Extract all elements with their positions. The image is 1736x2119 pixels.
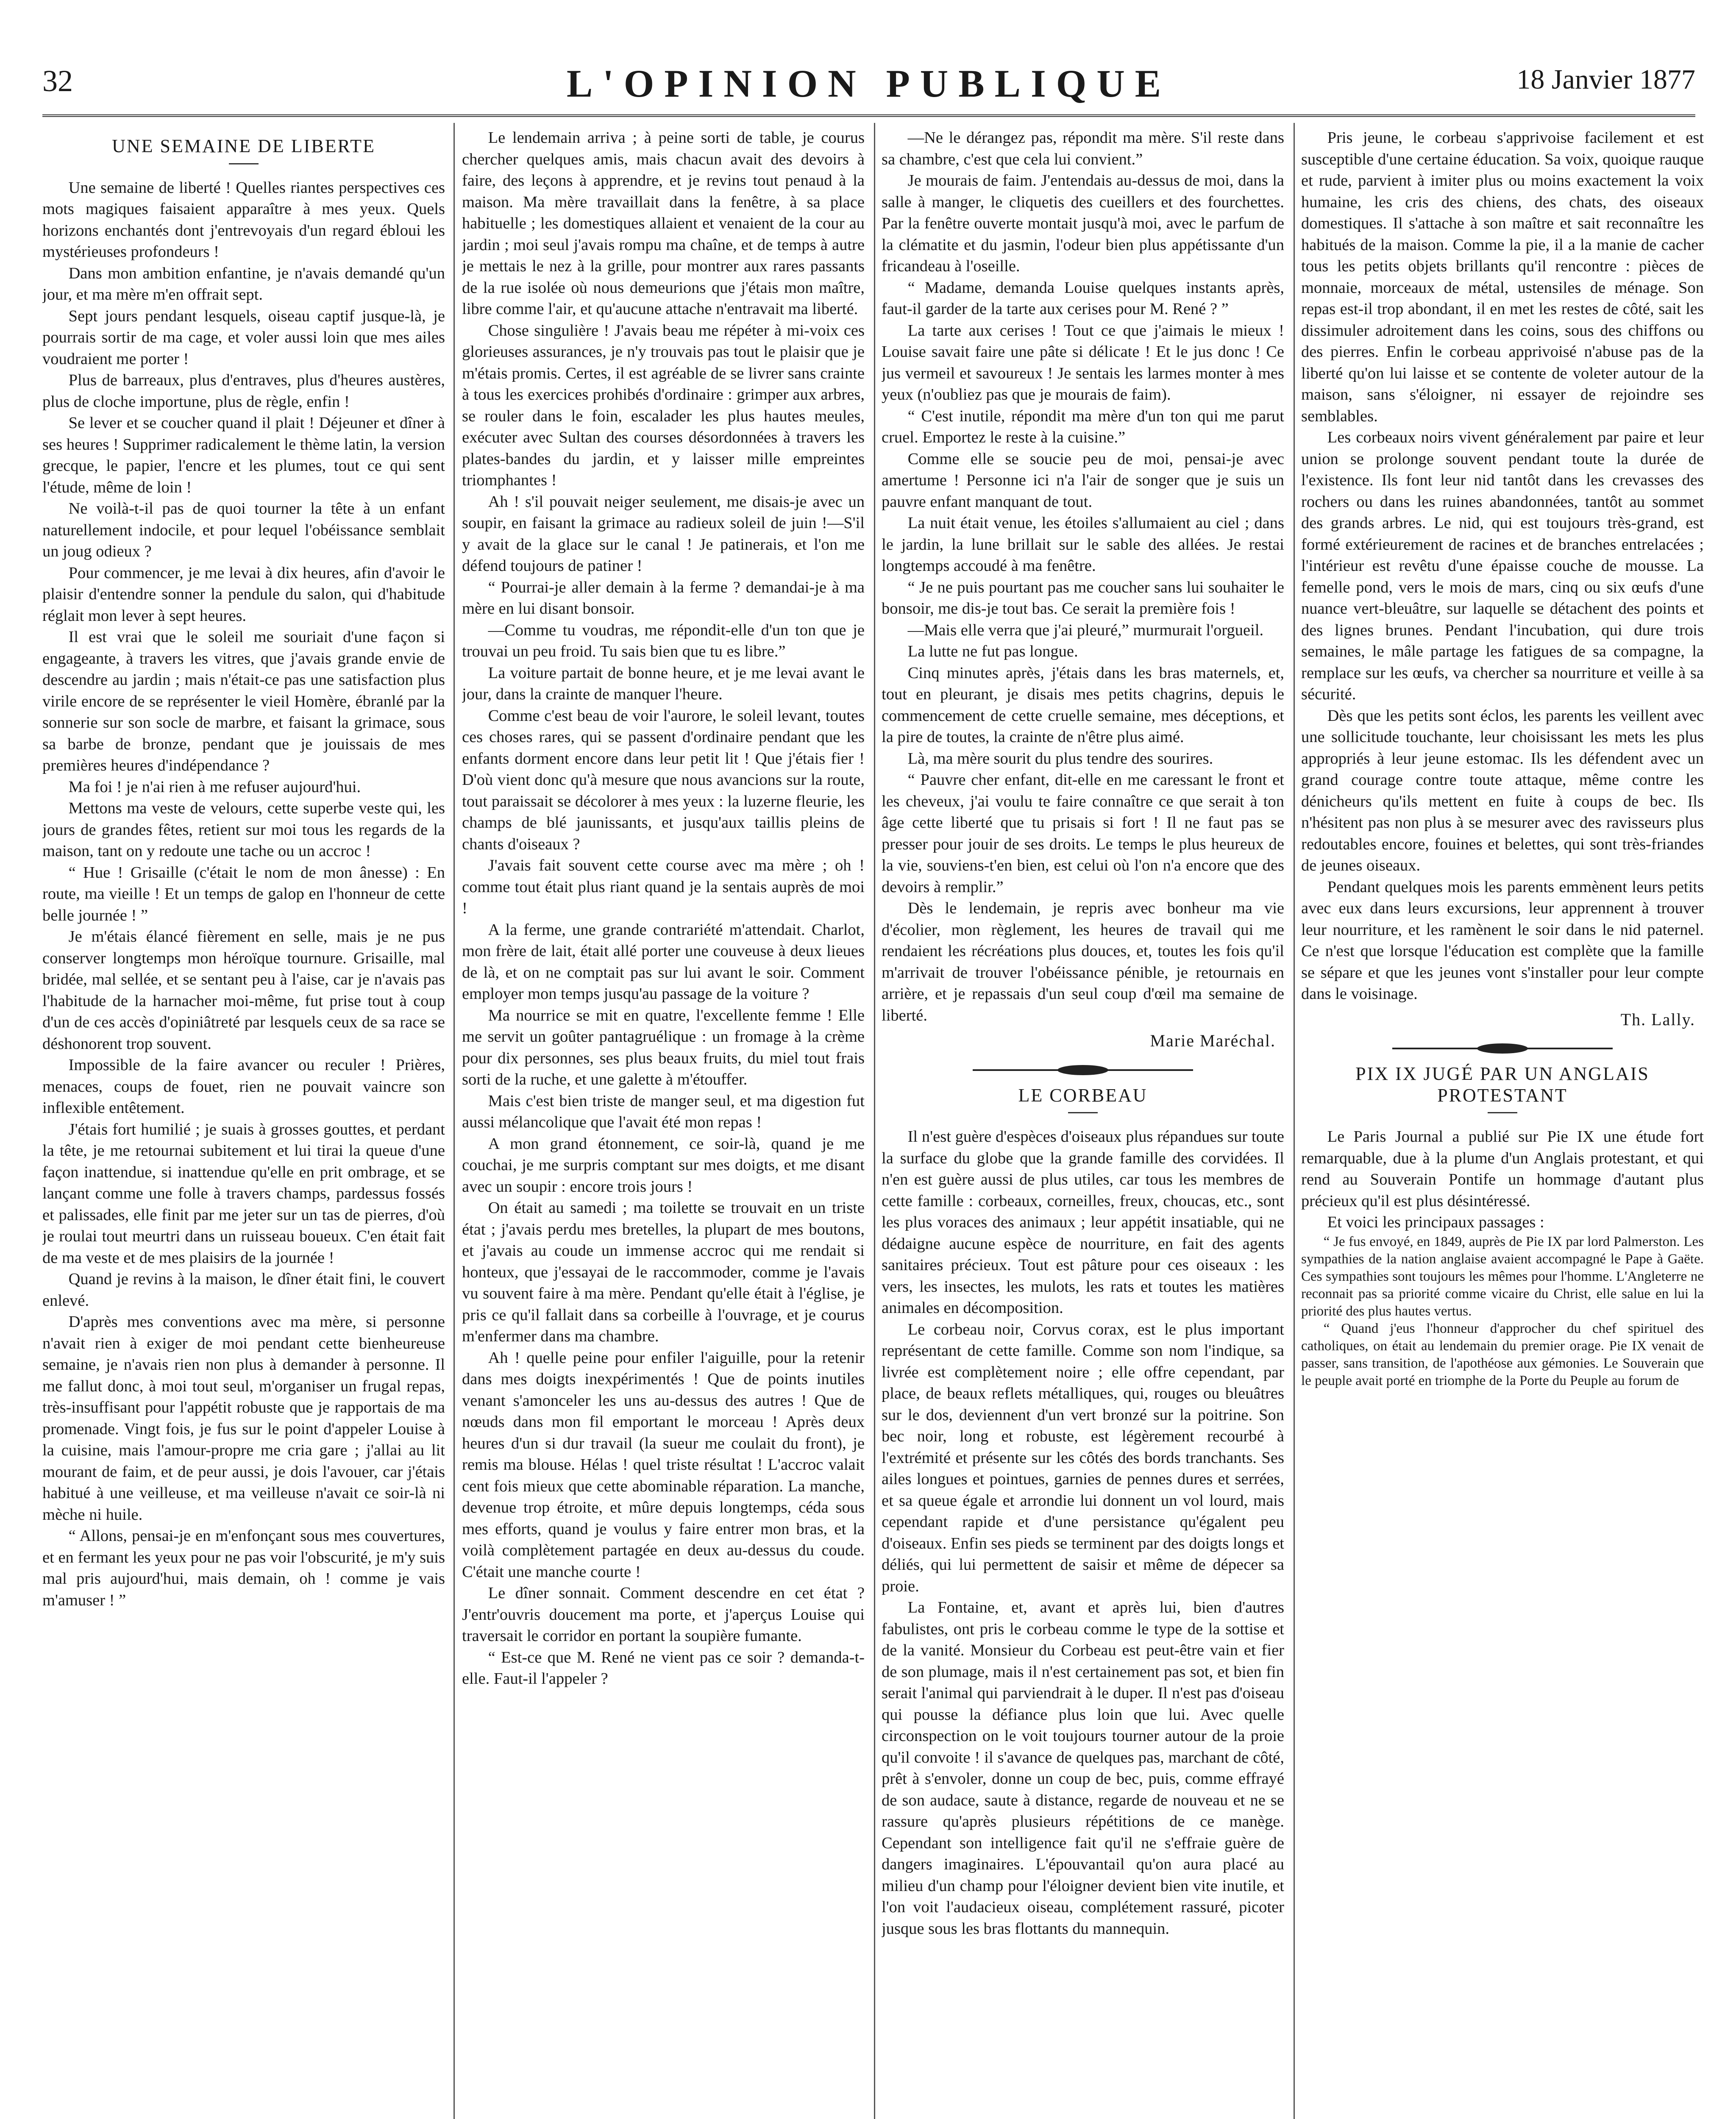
- newspaper-title: L'OPINION PUBLIQUE: [566, 62, 1171, 105]
- paragraph: Quand je revins à la maison, le dîner était fini, le couvert enlevé.: [42, 1270, 445, 1310]
- column-divider: [874, 123, 875, 2119]
- paragraph: Plus de barreaux, plus d'entraves, plus d'heures austères, plus de cloche importune, plus de règle, enfin !: [42, 371, 445, 411]
- paragraph: Dès que les petits sont éclos, les parents les veillent avec une sollicitude touchante, leur choisissant les mets les plus appropriés à leur jeune estomac. Ils les défendent avec un grand courage contre toute attaque, même contre les dénicheurs qu'ils mettent en fuite à coups de bec. Ils n'hésitent pas non plus à se mesurer avec des ravisseurs plus redoutables encore, fouines et belettes, qui sont très-friandes de jeunes oiseaux.: [1301, 706, 1704, 874]
- paragraph: Dans mon ambition enfantine, je n'avais demandé qu'un jour, et ma mère m'en offrait sept.: [42, 264, 445, 303]
- article-title: PIX IX JUGÉ PAR UN ANGLAIS PROTESTANT: [1355, 1063, 1650, 1106]
- title-dash: [1488, 1112, 1517, 1113]
- paragraph: Le lendemain arriva ; à peine sorti de table, je courus chercher quelques amis, mais chacun avait des devoirs à faire, des leçons à apprendre, et je revins tout penaud à la maison. Ma mère travaillait dans la fenêtre, à sa place habituelle ; les domestiques allaient et venaient de la cour au jardin ; moi seul j'avais rompu ma chaîne, et de temps à autre je mettais le nez à la grille, pour montrer aux rares passants de la rue isolée où nous demeurions que j'étais mon maître, libre comme l'air, et qu'aucune attache n'entravait ma liberté.: [462, 129, 865, 318]
- ornament-divider: [973, 1064, 1193, 1076]
- paragraph: Une semaine de liberté ! Quelles riantes perspectives ces mots magiques faisaient apparaître à mes yeux. Quels horizons enchantés dont j'entrevoyais d'un regard ébloui les mystérieuses profondeurs !: [42, 178, 445, 261]
- masthead: [42, 64, 1695, 110]
- paragraph: Cinq minutes après, j'étais dans les bras maternels, et, tout en pleurant, je disais mes petits chagrins, depuis le commencement de cette cruelle semaine, mes déceptions, et la pire de toutes, la crainte de n'être plus aimé.: [882, 664, 1284, 746]
- paragraph: “ Pourrai-je aller demain à la ferme ? demandai-je à ma mère en lui disant bonsoir.: [462, 578, 865, 617]
- article-title: LE CORBEAU: [1018, 1085, 1148, 1106]
- paragraph: Les corbeaux noirs vivent généralement par paire et leur union se prolonge souvent pendant toute la durée de l'existence. Ils font leur nid tantôt dans les crevasses des rochers ou dans les ruines abandonnées, tantôt au sommet des grands arbres. Le nid, qui est toujours très-grand, est formé extérieurement de racines et de branches entrelacées ; l'intérieur est revêtu d'une épaisse couche de mousse. La femelle pond, vers le mois de mars, cinq ou six œufs d'une nuance vert-bleuâtre, sur laquelle se détachent des points et des lignes brunes. Pendant l'incubation, qui dure trois semaines, le mâle partage les fatigues de sa compagne, la remplace sur les œufs, va chercher sa nourriture et veille à sa sécurité.: [1301, 428, 1704, 703]
- paragraph: Impossible de la faire avancer ou reculer ! Prières, menaces, coups de fouet, rien ne pouvait vaincre son inflexible entêtement.: [42, 1056, 445, 1117]
- paragraph: Pris jeune, le corbeau s'apprivoise facilement et est susceptible d'une certaine éducation. Sa voix, quoique rauque et rude, parvient à imiter plus ou moins exactement la voix humaine, les cris des chiens, des chats, des oiseaux domestiques. Il s'attache à son maître et sait reconnaître les habitués de la maison. Comme la pie, il a la manie de cacher tous les petits objets brillants qu'il rencontre : pièces de monnaie, morceaux de métal, ustensiles de ménage. Son repas est-il trop abondant, il en met les restes de côté, sait les dissimuler adroitement dans les coins, sous des chiffons ou des pierres. Enfin le corbeau apprivoisé n'abuse pas de la liberté qu'on lui laisse et se contente de voleter autour de la maison, sans s'éloigner, ni essayer de rejoindre ses semblables.: [1301, 129, 1704, 425]
- paragraph: Ma nourrice se mit en quatre, l'excellente femme ! Elle me servit un goûter pantagruélique : un fromage à la crème pour dix personnes, ses plus beaux fruits, du miel tout frais sorti de la ruche, et une galette à m'étouffer.: [462, 1006, 865, 1088]
- paragraph: Là, ma mère sourit du plus tendre des sourires.: [907, 749, 1213, 768]
- paragraph: Sept jours pendant lesquels, oiseau captif jusque-là, je pourrais sortir de ma cage, et voler aussi loin que mes ailes voudraient me porter !: [42, 307, 445, 368]
- paragraph: Pour commencer, je me levai à dix heures, afin d'avoir le plaisir d'entendre sonner la pendule du salon, qui d'habitude réglait mon lever à sept heures.: [42, 564, 445, 625]
- paragraph: “ C'est inutile, répondit ma mère d'un ton qui me parut cruel. Emportez le reste à la cuisine.”: [882, 407, 1284, 446]
- paragraph: Je m'étais élancé fièrement en selle, mais je ne pus conserver longtemps mon héroïque tournure. Grisaille, mal bridée, mal sellée, et se sentant peu à l'aise, car je n'avais pas l'habitude de la harnacher moi-même, fut prise tout à coup d'un de ces accès d'opiniâtreté par lesquels ceux de sa race se déshonorent trop souvent.: [42, 928, 445, 1053]
- paragraph: Ah ! quelle peine pour enfiler l'aiguille, pour la retenir dans mes doigts inexpérimentés ! Que de points inutiles venant s'amonceler les uns au-dessus des autres ! Que de nœuds dans mon fil emportant le morceau ! Après deux heures d'un si dur travail (la sueur me coulait du front), je remis ma blouse. Hélas ! quel triste résultat ! L'accroc valait cent fois mieux que cette abominable réparation. La manche, devenue trop étroite, et mûre depuis longtemps, céda sous mes efforts, quand je voulus y faire entrer mon bras, et la voilà complètement partagée en deux au-dessus du coude. C'était une manche courte !: [462, 1349, 865, 1581]
- paragraph: Je mourais de faim. J'entendais au-dessus de moi, dans la salle à manger, le cliquetis des cueillers et des fourchettes. Par la fenêtre ouverte montait jusqu'à moi, avec le parfum de la clématite et du jasmin, l'odeur bien plus appétissante d'un fricandeau à l'oseille.: [882, 172, 1284, 275]
- article-signature: Th. Lally.: [1620, 1009, 1695, 1029]
- paragraph: Se lever et se coucher quand il plait ! Déjeuner et dîner à ses heures ! Supprimer radicalement le thème latin, la version grecque, le papier, l'encre et les plumes, tout ce qui sent l'étude, même de loin !: [42, 414, 445, 496]
- paragraph: “ Madame, demanda Louise quelques instants après, faut-il garder de la tarte aux cerises pour M. René ? ”: [882, 278, 1284, 318]
- column-2: [462, 127, 865, 2119]
- paragraph: Le dîner sonnait. Comment descendre en cet état ? J'entr'ouvris doucement ma porte, et j'aperçus Louise qui traversait le corridor en portant la soupière fumante.: [462, 1584, 865, 1645]
- page-number: 32: [42, 64, 73, 98]
- paragraph: Ne voilà-t-il pas de quoi tourner la tête à un enfant naturellement indocile, et pour lequel l'obéissance semblait un joug odieux ?: [42, 500, 445, 560]
- paragraph: Mettons ma veste de velours, cette superbe veste qui, les jours de grandes fêtes, retient sur moi tous les regards de la maison, tant on y redoute une tache ou un accroc !: [42, 799, 445, 860]
- paragraph: Le Paris Journal a publié sur Pie IX une étude fort remarquable, due à la plume d'un Anglais protestant, et qui rend au Souverain Pontife un hommage d'autant plus précieux qu'il est plus désintéressé.: [1301, 1128, 1704, 1210]
- paragraph: J'avais fait souvent cette course avec ma mère ; oh ! comme tout était plus riant quand je la sentais auprès de moi !: [462, 856, 865, 917]
- paragraph: A la ferme, une grande contrariété m'attendait. Charlot, mon frère de lait, était allé porter une couveuse à deux lieues de là, et on ne comptait pas sur lui avant le soir. Comment employer mon temps jusqu'au passage de la voiture ?: [462, 920, 865, 1003]
- paragraph: D'après mes conventions avec ma mère, si personne n'avait rien à exiger de moi pendant cette bienheureuse semaine, je n'avais rien non plus à demander à personne. Il me fallut donc, à moi tout seul, m'organiser un frugal repas, très-insuffisant pour l'appétit robuste que je rapportais de ma promenade. Vingt fois, je fus sur le point d'appeler Louise à la cuisine, mais l'amour-propre me cria gare ; j'allai au lit mourant de faim, et de peur aussi, je dois l'avouer, car j'étais habitué à une veilleuse, et ma veilleuse n'avait ce soir-là ni mèche ni huile.: [42, 1313, 445, 1524]
- paragraph: La tarte aux cerises ! Tout ce que j'aimais le mieux ! Louise savait faire une pâte si délicate ! Et le jus donc ! Ce jus vermeil et savoureux ! Je sentais les larmes monter à mes yeux (n'oubliez pas que je mourais de faim).: [882, 321, 1284, 403]
- column-3: [882, 127, 1284, 2119]
- paragraph: Pendant quelques mois les parents emmènent leurs petits avec eux dans leurs excursions, leur apprennent à trouver leur nourriture, et les ramènent le soir dans le nid paternel. Ce n'est que lorsque l'éducation est complète que la famille se sépare et que les jeunes vont s'installer pour leur compte dans le voisinage.: [1301, 878, 1704, 1003]
- paragraph: “ Allons, pensai-je en m'enfonçant sous mes couvertures, et en fermant les yeux pour ne pas voir l'obscurité, je m'y suis mal pris aujourd'hui, mais demain, oh ! comme je vais m'amuser ! ”: [42, 1527, 445, 1609]
- paragraph: J'étais fort humilié ; je suais à grosses gouttes, et perdant la tête, je me retournai subitement et lui tirai la queue d'une façon inattendue, si inattendue qu'elle en prit ombrage, et se lançant comme une folle à travers champs, pardessus fossés et palissades, elle finit par me jeter sur un tas de pierres, d'où je roulai tout meurtri dans un ruisseau boueux. C'en était fait de ma veste et de mes plaisirs de la journée !: [42, 1120, 445, 1267]
- paragraph: A mon grand étonnement, ce soir-là, quand je me couchai, je me surpris comptant sur mes doigts, et me disant avec un soupir : encore trois jours !: [462, 1135, 865, 1196]
- header-rule: [42, 114, 1695, 117]
- paragraph: Ma foi ! je n'ai rien à me refuser aujourd'hui.: [68, 778, 361, 796]
- paragraph: “ Je fus envoyé, en 1849, auprès de Pie IX par lord Palmerston. Les sympathies de la nation anglaise avaient accompagné le Pape à Gaëte. Ces sympathies sont toujours les mêmes pour l'homme. L'Angleterre ne reconnait pas sa priorité comme vicaire du Christ, elle salue en lui la priorité des plus hautes vertus.: [1301, 1234, 1704, 1319]
- paragraph: Et voici les principaux passages :: [1327, 1213, 1544, 1231]
- paragraph: La nuit était venue, les étoiles s'allumaient au ciel ; dans le jardin, la lune brillait sur le sable des allées. Je restai longtemps accoudé à ma fenêtre.: [882, 514, 1284, 575]
- article-title: UNE SEMAINE DE LIBERTE: [112, 136, 376, 156]
- paragraph: Il n'est guère d'espèces d'oiseaux plus répandues sur toute la surface du globe que la grande famille des corvidées. Il n'en est guère aussi de plus utiles, car tous les membres de cette famille : corbeaux, corneilles, freux, choucas, etc., sont les plus voraces des animaux ; leur appétit insatiable, qui ne dédaigne aucune espèce de nourriture, en fait des agents sanitaires précieux. Tout est pâture pour ces oiseaux : les vers, les insectes, les mulots, les rats et toutes les matières animales en décomposition.: [882, 1128, 1284, 1317]
- ornament-divider: [1392, 1042, 1613, 1055]
- column-divider: [1294, 123, 1295, 2119]
- paragraph: La voiture partait de bonne heure, et je me levai avant le jour, dans la crainte de manquer l'heure.: [462, 664, 865, 703]
- article-signature: Marie Maréchal.: [1150, 1031, 1276, 1050]
- paragraph: Comme elle se soucie peu de moi, pensai-je avec amertume ! Personne ici n'a l'air de songer que je suis un pauvre enfant manquant de tout.: [882, 450, 1284, 511]
- paragraph: —Mais elle verra que j'ai pleuré,” murmurait l'orgueil.: [907, 621, 1264, 639]
- paragraph: Chose singulière ! J'avais beau me répéter à mi-voix ces glorieuses assurances, je n'y trouvais pas tout le plaisir que je m'étais promis. Certes, il est agréable de se livrer sans crainte à tous les exercices prohibés d'ordinaire : grimper aux arbres, se rouler dans le foin, escalader les plus hautes meules, exécuter avec Sultan des courses désordonnées à travers les plates-bandes du jardin, et y laisser mille empreintes triomphantes !: [462, 321, 865, 489]
- paragraph: “ Hue ! Grisaille (c'était le nom de mon ânesse) : En route, ma vieille ! Et un temps de galop en l'honneur de cette belle journée ! ”: [42, 863, 445, 924]
- paragraph: Ah ! s'il pouvait neiger seulement, me disais-je avec un soupir, en faisant la grimace au radieux soleil de juin !—S'il y avait de la glace sur le canal ! Je patinerais, et l'on me défend toujours de patiner !: [462, 492, 865, 575]
- paragraph: “ Quand j'eus l'honneur d'approcher du chef spirituel des catholiques, on était au lendemain du premier orage. Pie IX venait de passer, sans transition, de l'apothéose aux gémonies. Le Souverain que le peuple avait porté en triomphe de la Porte du Peuple au forum de: [1301, 1321, 1704, 1388]
- paragraph: La lutte ne fut pas longue.: [907, 642, 1078, 660]
- paragraph: On était au samedi ; ma toilette se trouvait en un triste état ; j'avais perdu mes bretelles, la plupart de mes boutons, et j'avais au coude un immense accroc qui me rendait si honteux, que j'essayai de le raccommoder, comme je l'avais vu souvent faire à ma mère. Pendant qu'elle était à l'église, je pris ce qu'il fallait dans sa corbeille à l'ouvrage, et je courus m'enfermer dans ma chambre.: [462, 1199, 865, 1345]
- title-dash: [1068, 1112, 1098, 1113]
- column-4: [1301, 127, 1704, 2119]
- paragraph: Mais c'est bien triste de manger seul, et ma digestion fut aussi mélancolique que l'avait été mon repas !: [462, 1092, 865, 1131]
- paragraph: Le corbeau noir, Corvus corax, est le plus important représentant de cette famille. Comme son nom l'indique, sa livrée est complètement noire ; elle offre cependant, par place, de beaux reflets métalliques, qui, rouges ou bleuâtres sur le dos, deviennent d'un vert bronzé sur la poitrine. Son bec noir, long et robuste, est légèrement recourbé à l'extrémité et présente sur les côtés des bords tranchants. Ses ailes longues et pointues, garnies de pennes dures et serrées, et sa queue égale et arrondie lui donnent un vol lourd, mais cependant rapide et d'une persistance qu'égalent peu d'oiseaux. Enfin ses pieds se terminent par des doigts longs et déliés, qui lui permettent de saisir et même de dépecer sa proie.: [882, 1320, 1284, 1595]
- paragraph: La Fontaine, et, avant et après lui, bien d'autres fabulistes, ont pris le corbeau comme le type de la sottise et de la vanité. Monsieur du Corbeau est peut-être vain et fier de son plumage, mais il n'est certainement pas sot, et bien fin serait l'animal qui parviendrait à le duper. Il n'est pas d'oiseau qui pousse la défiance plus loin que lui. Avec quelle circonspection on le voit toujours tourner autour de la proie qu'il convoite ! il s'avance de quelques pas, marchant de côté, prêt à s'envoler, donne un coup de bec, puis, comme effrayé de son audace, saute à distance, regarde de nouveau et ne se rassure qu'après plusieurs répétitions de ce manège. Cependant son intelligence fait qu'il ne s'effraie guère de dangers imaginaires. L'épouvantail qu'on aura placé au milieu d'un champ pour l'éloigner devient bien vite inutile, et l'on voit l'audacieux oiseau, complétement rassuré, picoter jusque sous les bras flottants du mannequin.: [882, 1599, 1284, 1938]
- paragraph: Comme c'est beau de voir l'aurore, le soleil levant, toutes ces choses rares, qui se passent d'ordinaire pendant que les enfants dorment encore dans leur petit lit ! Que j'étais fier ! D'où vient donc qu'à mesure que nous avancions sur la route, tout paraissait se décolorer à mes yeux : la luzerne fleurie, les champs de blé jaunissants, et jusqu'aux taillis pleins de chants d'oiseaux ?: [462, 706, 865, 853]
- paragraph: “ Pauvre cher enfant, dit-elle en me caressant le front et les cheveux, j'ai voulu te faire connaître ce que serait à ton âge cette liberté que tu prisais si fort ! Il ne faut pas se presser pour jouir de ses droits. Le temps le plus heureux de la vie, souviens-t'en bien, est celui où l'on n'a encore que des devoirs à remplir.”: [882, 771, 1284, 896]
- paragraph: “ Est-ce que M. René ne vient pas ce soir ? demanda-t-elle. Faut-il l'appeler ?: [462, 1648, 865, 1688]
- issue-date: 18 Janvier 1877: [1516, 64, 1695, 95]
- column-1: [42, 127, 445, 2119]
- column-divider: [453, 123, 455, 2119]
- paragraph: —Ne le dérangez pas, répondit ma mère. S'il reste dans sa chambre, c'est que cela lui convient.”: [882, 129, 1284, 168]
- paragraph: Il est vrai que le soleil me souriait d'une façon si engageante, à travers les vitres, que j'avais grande envie de descendre au jardin ; mais n'était-ce pas une satisfaction plus virile encore de se représenter le vieil Homère, ébranlé par la sonnerie sur son socle de marbre, et faisant la grimace, sous sa barbe de bronze, pendant que je jouissais de mes premières heures d'indépendance ?: [42, 628, 445, 774]
- paragraph: “ Je ne puis pourtant pas me coucher sans lui souhaiter le bonsoir, me dis-je tout bas. Ce serait la première fois !: [882, 578, 1284, 617]
- paragraph: —Comme tu voudras, me répondit-elle d'un ton que je trouvai un peu froid. Tu sais bien que tu es libre.”: [462, 621, 865, 660]
- title-dash: [229, 163, 259, 164]
- paragraph: Dès le lendemain, je repris avec bonheur ma vie d'écolier, mon règlement, les heures de travail qui me rendaient les récréations plus douces, et, toutes les fois qu'il m'arrivait de trouver l'obéissance pénible, je retournais en arrière, et je repassais d'un seul coup d'œil ma semaine de liberté.: [882, 899, 1284, 1024]
